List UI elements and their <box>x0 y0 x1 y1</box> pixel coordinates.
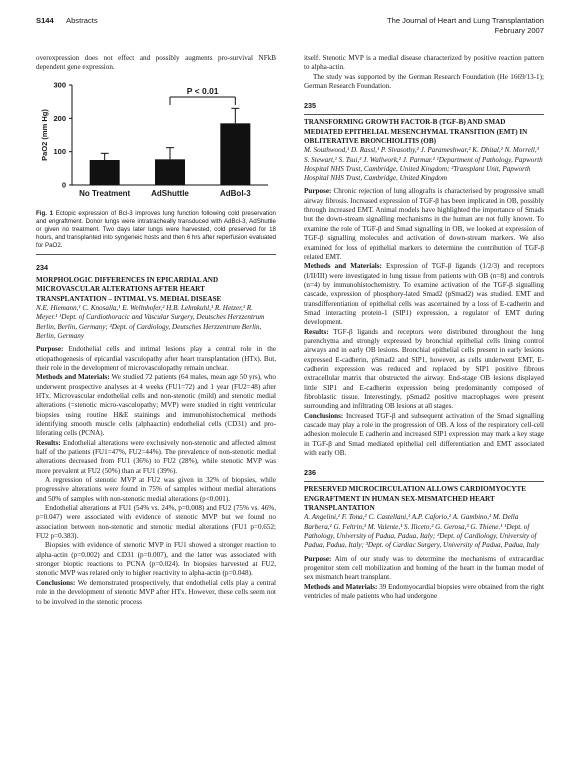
x-tick-label-1: No Treatment <box>79 188 131 198</box>
x-tick-label-3: AdBol-3 <box>219 188 251 198</box>
left-intro-paragraph: overexpression does not effect and possibly augments pro-survival NFkB dependent gene expression. <box>36 54 276 72</box>
abstract-236-title: PRESERVED MICROCIRCULATION ALLOWS CARDIOMYOCYTE ENGRAFTMENT IN HUMAN SEX-MISMATCHED HEART TRANSPLANTATION <box>304 485 526 513</box>
abstract-235-authors: M. Southwood,¹ D. Rassl,¹ P. Sivasothy,² J. Parameshwar,² K. Dhital,² N. Morrell,³ S. Stewart,¹ S. Tsui,² J. Wallwork,² J. Parmar.² ¹Department of Pathology, Papworth Hospital NHS Trust, Cambridge, United Kingdom; ²Transplant Unit, Papworth Hospital NHS Trust, Cambridge, United Kingdom <box>304 146 543 183</box>
figure-caption <box>36 210 276 250</box>
abstract-234-purpose: Purpose: Endothelial cells and intimal lesions play a central role in the etiopathogenesis of epicardial vasculopathy after heart transplantation (HTx). But, their role in the development of microvasculopathy remain unclear. <box>36 345 276 372</box>
abstract-234-results-p2: A regression of stenotic MVP at FU2 was given in 32% of biopsies, while progressive alterations were found in 75% of samples without medial alterations and 50% of samples with non-stenotic medial alterations (p<0.001). <box>36 476 276 503</box>
abstract-separator <box>36 254 276 255</box>
figure-caption-text: Ectopic expression of Bcl-3 improves lung function following cold preservation and engraftment. Donor lungs were intratracheally transduced with AdBcl-3, AdShuttle or given no treatment. Two days later lungs were harvested, cold preserved for 18 hours, and transplanted into syngeneic hosts and then 6 hrs after reperfusion evaluated for PaO2. <box>36 209 276 250</box>
y-tick-label: 200 <box>53 113 66 123</box>
abstract-235-purpose: Purpose: Chronic rejection of lung allografts is characterised by progressive small airway fibrosis. Increased expression of TGF-β has been implicated in OB, possibly through increased EMT. Animal models have highlighted the importance of Smads but the down-stream signalling mechanisms in the human are not fully known. To examine the role of TGF-β and Smad signalling in OB, we looked at expression of TGF-β signalling molecules and activation of down-stream markers. We also examined for loss of epithelial markers to determine the contribution of TGF-β related EMT. <box>304 187 544 261</box>
abstract-235-results: Results: TGF-β ligands and receptors were distributed throughout the lung parenchyma and strongly expressed by bronchial epithelial cells lining control airways and in early OB lesions. Bronchial epithelial cells present in early lesions expressed E-cadherin, pSmad2 and SIP1, however, as cells underwent EMT, E-cadherin expression was reduced and replaced by SIP1 positive fibrous extracellular matrix that obstructed the airway. End-stage OB lesions displayed little SIP1 and E-cadherin expression being predominantly composed of fibroblastic tissue. Interestingly, pSmad2 positive macrophages were present surrounding and infiltrating OB lesions at all stages. <box>304 327 544 411</box>
abstract-234-methods: Methods and Materials: We studied 72 patients (64 males, mean age 50 yrs), who underwent prospective analyses at 4 weeks (FU1=72) and 1 year (FU2=48) after HTx. Microvascular endothelial cells and non-stenotic (mild) and stenotic medial alterations (=stenotic micro-vasculopathy; MVP) were studied in right ventricular biopsies using routine H&E stainings and immunohistochemical methods identifying smooth muscle cells (alphaactin) endothelial cells (CD31) and pro-liferating cells (PCNA). <box>36 373 276 438</box>
abstract-234-results: Results: Endothelial alterations were exclusively non-stenotic and affected almost half of the patients (FU1=47%, FU2=44%). The prevalence of non-stenotic medial alterations decreased from FU1 (36%) to FU2 (28%), while stenotic MVP was more prevalent at FU2 (50%) than at FU1 (39%). <box>36 438 276 475</box>
y-axis-label: PaO2 (mm Hg) <box>40 108 49 161</box>
pao2-bar-chart <box>36 75 276 210</box>
y-tick-label: 100 <box>53 146 66 156</box>
abstract-236-authors: A. Angelini,¹ F. Tona,² C. Castellani,¹ A.P. Caforio,² A. Gambino,³ M. Della Barbera,¹ G. Feltrin,³ M. Valente,¹ S. Iliceto,² G. Gerosa,³ G. Thiene.¹ ¹Dept. of Pathology, University of Padua, Padua, Italy; ²Dept. of Cardiology, University of Padua, Padua, Italy; ³Dept. of Cardiac Surgery, University of Padua, Padua, Italy <box>304 513 540 550</box>
abstract-number-234: 234 <box>36 263 48 273</box>
funding-note: The study was supported by the German Research Foundation (He 1669/13-1); German Research Foundation. <box>304 72 544 91</box>
page-number: S144 <box>36 16 54 25</box>
abstract-234-authors: N.E. Hiemann,¹ C. Knosalla,¹ E. Wellnhofer,² H.B. Lehmkuhl,¹ R. Hetzer,¹ R. Meyer.¹ ¹Dept. of Cardiothoracic and Vascular Surgery, Deutsches Herzzentrum Berlin, Berlin, Germany; ²Dept. of Cardiology, Deutsches Herzzentrum Berlin, Berlin, Germany <box>36 304 265 340</box>
abstract-234-conclusions: Conclusions: We demonstrated prospectively, that endothelial cells play a central role in the development of stenotic MVP after HTx. However, these cells seem not to be involved in the stenotic process <box>36 578 276 606</box>
abstract-234-title: MORPHOLOGIC DIFFERENCES IN EPICARDIAL AND MICROVASCULAR ALTERATIONS AFTER HEART TRANSPLANTATION – INTIMAL VS. MEDIAL DISEASE <box>36 276 222 303</box>
abstract-236-methods: Methods and Materials: 39 Endomyocardial biopsies were obtained from the right ventricles of male patients who had undergone <box>304 582 544 600</box>
y-tick-label: 0 <box>61 180 66 190</box>
journal-title: The Journal of Heart and Lung Transplantation <box>386 16 544 25</box>
figure-label: Fig. 1 <box>36 209 53 217</box>
abstract-number-236: 236 <box>304 468 316 478</box>
bar-1 <box>90 160 120 185</box>
abstract-235-methods: Methods and Materials: Expression of TGF-β ligands (1/2/3) and receptors (I/II/III) were investigated in lung tissue from patients with OB (n=8) and controls (n=4) by immunohistochemistry. To examine activation of the TGF-β signalling cascade, expression of phosphory-lated Smad2 (pSmad2) was studied. EMT and transdifferentiation of epithelial cells was ascertained by a loss of E-cadherin and Smad interacting protein-1 (SIP1) expression, a regulator of EMT during development. <box>304 262 544 327</box>
abstract-236-purpose: Purpose: Aim of our study was to determine the mechanisms of extracardiac progenitor stem cell mobilization and homing of the heart in the human model of sex mismatch heart transplant. <box>304 554 544 582</box>
abstract-235-conclusions: Conclusions: Increased TGF-β and subsequent activation of the Smad signalling cascade may play a role in the progression of OB. A loss of the respiratory cell-cell adhesion molecule E cadherin and increased SIP1 expression may mark a key stage in TGF-β and Smad mediated epithelial cell differentiation and EMT associated with early OB. <box>304 411 544 458</box>
abstract-separator <box>304 481 544 482</box>
x-tick-label-2: AdShuttle <box>151 188 189 198</box>
abstract-234-results-p3: Endothelial alterations at FU1 (54% vs. 24%, p=0.008) and FU2 (75% vs. 46%, p=0.047) were associated with evidence of stenotic MVP but we found no association between non-stenotic and stenotic medial alterations (FU1 p=0.652; FU2 p=0.383). <box>36 504 276 541</box>
left-column <box>36 54 276 775</box>
abstract-separator <box>304 114 544 115</box>
significance-annotation: P < 0.01 <box>186 85 219 96</box>
abstract-235-title: TRANSFORMING GROWTH FACTOR-B (TGF-B) AND SMAD MEDIATED EPITHELIAL MESENCHYMAL TRANSITION (EMT) IN OBLITERATIVE BRONCHIOLITIS (OB) <box>304 118 528 145</box>
right-column <box>304 54 544 775</box>
running-header <box>36 16 544 46</box>
bar-3 <box>220 123 250 185</box>
abstract-number-235: 235 <box>304 101 316 111</box>
journal-info <box>387 16 544 35</box>
right-intro-paragraph: itself. Stenotic MVP is a medial disease characterized by positive reaction pattern to alpha-actin. <box>304 54 544 72</box>
issue-date: February 2007 <box>494 25 544 35</box>
abstract-234-results-p4: Biopsies with evidence of stenotic MVP in FU1 showed a stronger reaction to alpha-actin (p=0.002) and CD31 (p=0.007), and the latter was associated with stronger bioptic reactions to PCNA (p=0.024). In biopsies harvested at FU2, stenotic MVP was related only to higher reactivity to alpha-actin (p=0.048). <box>36 541 276 578</box>
figure-1 <box>36 75 276 210</box>
bar-2 <box>155 159 185 185</box>
y-tick-label: 300 <box>53 80 66 90</box>
section-name: Abstracts <box>66 16 98 25</box>
